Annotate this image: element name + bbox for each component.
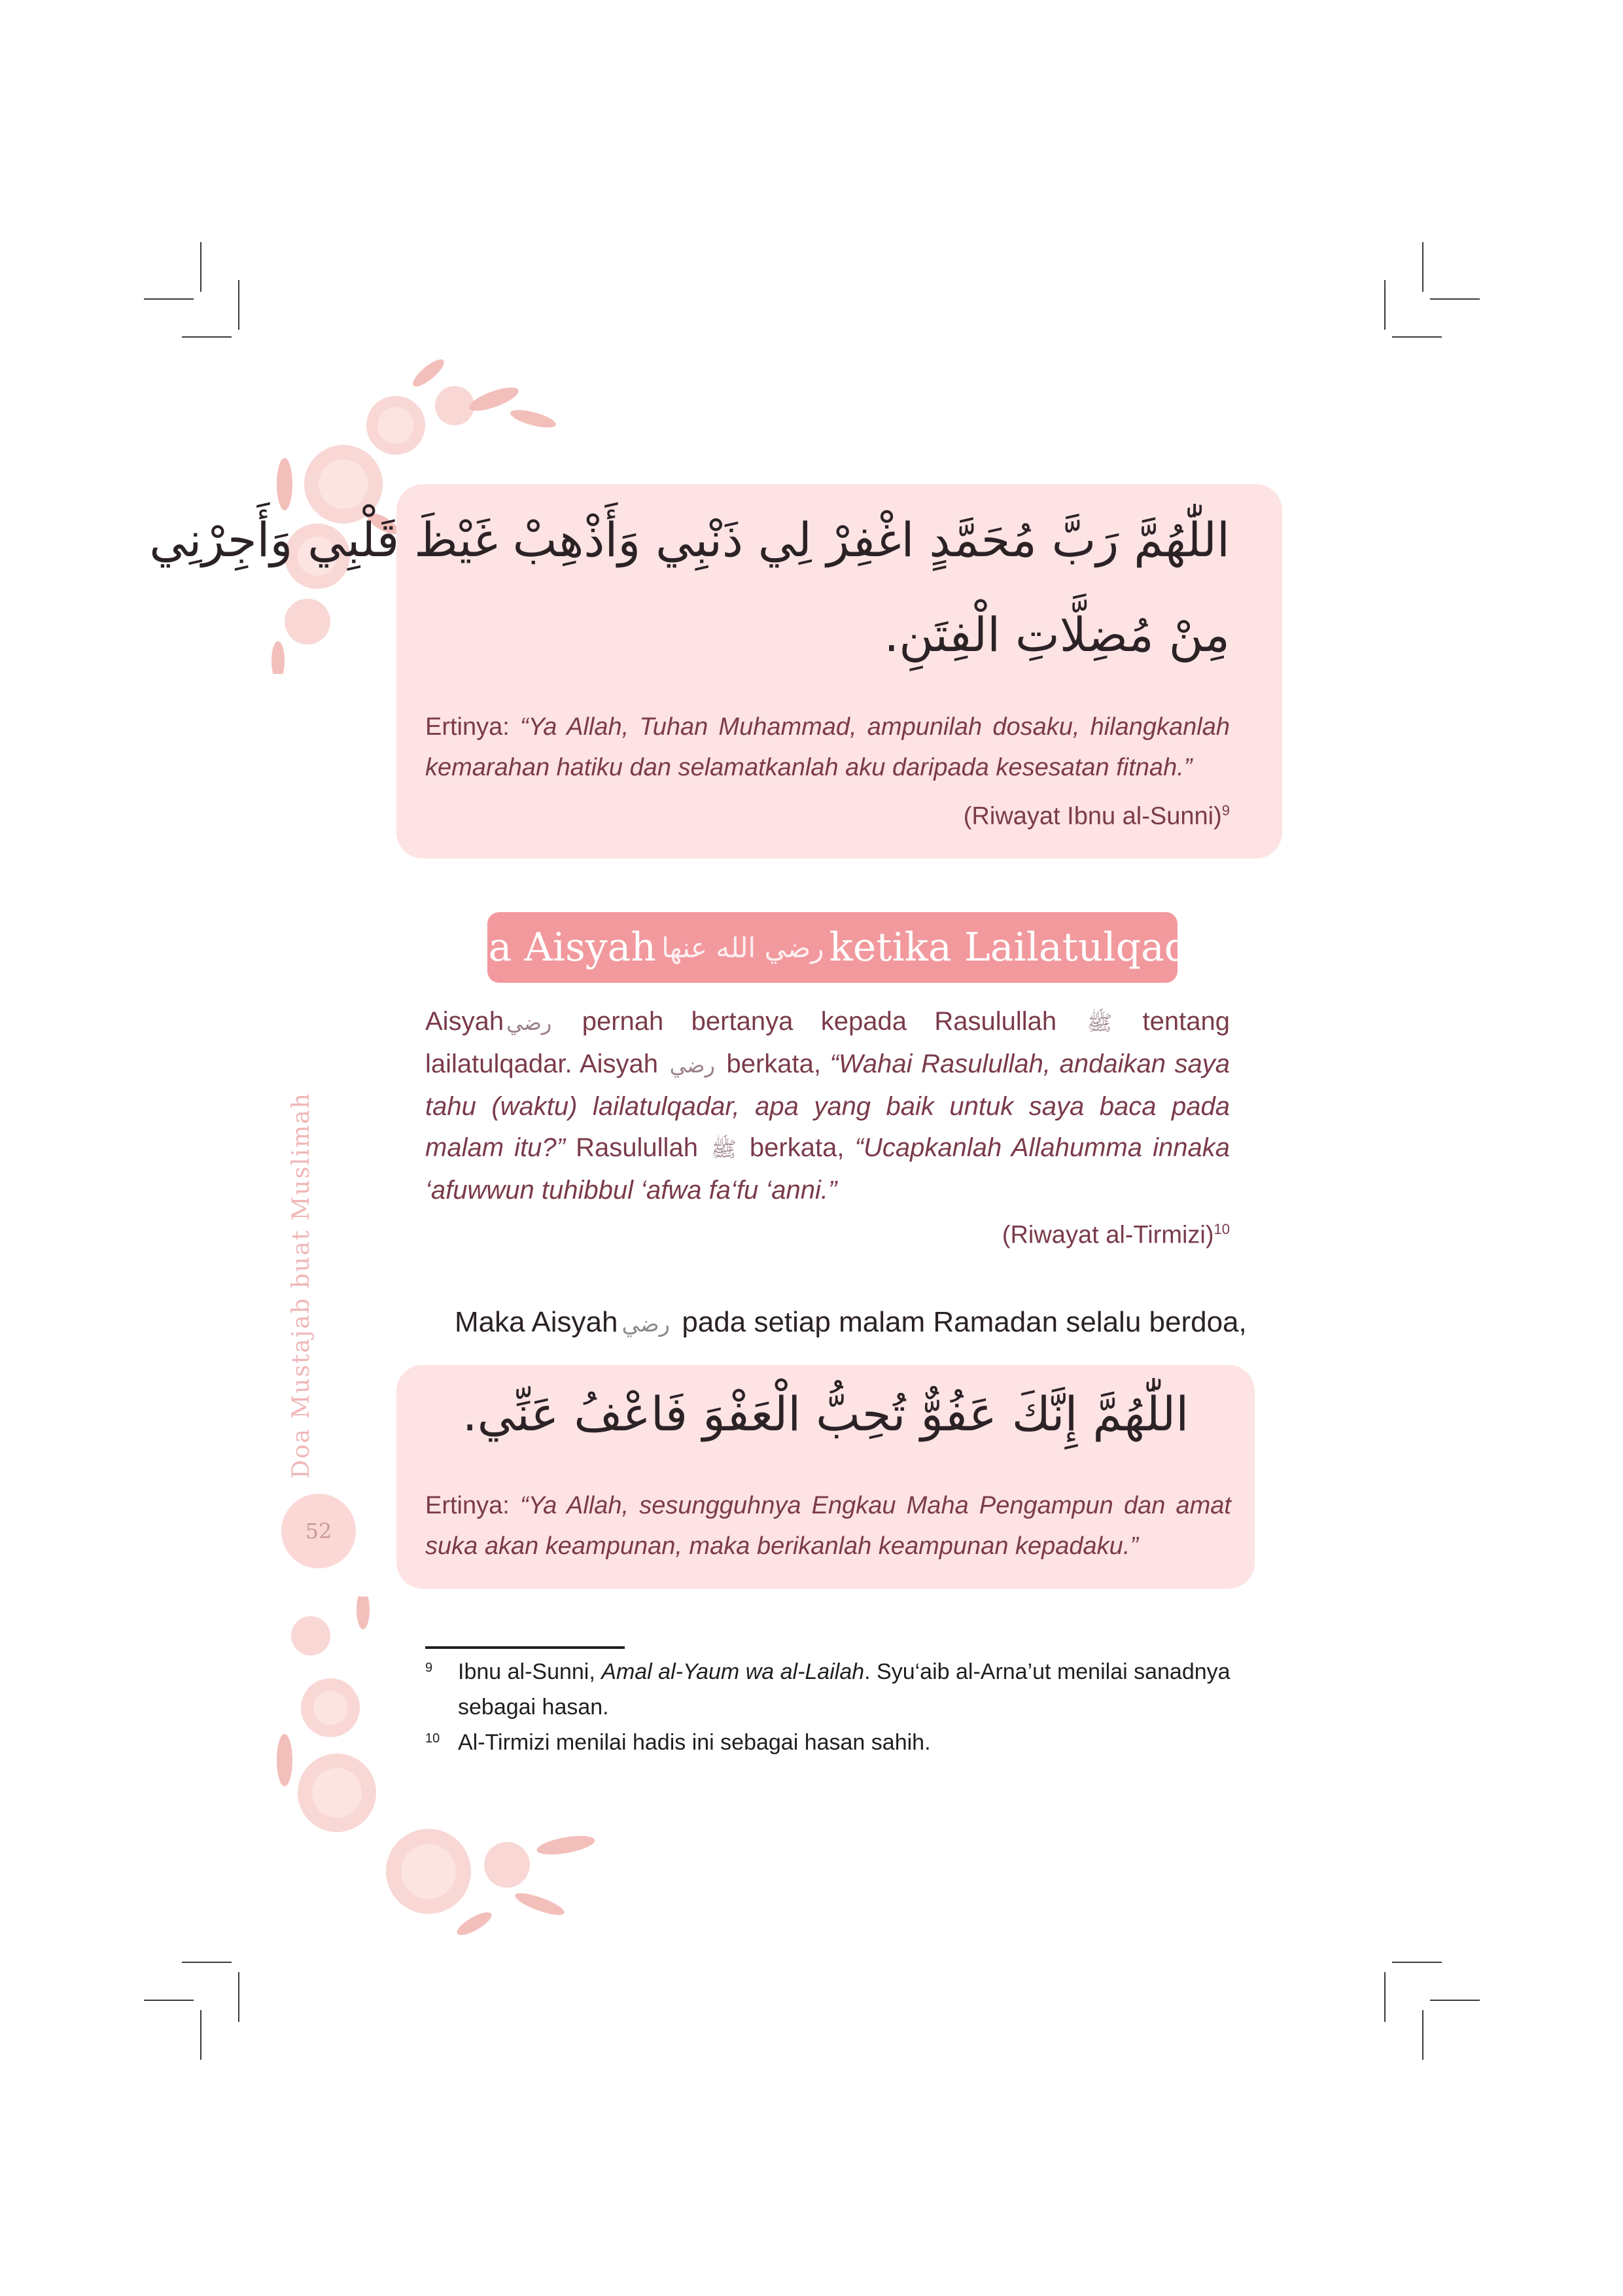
- crop-mark: [182, 1962, 232, 1963]
- translation-label: Ertinya:: [425, 1492, 520, 1519]
- translation-2: [425, 1485, 1231, 1566]
- crop-mark: [144, 2000, 194, 2001]
- crop-mark: [1430, 2000, 1480, 2001]
- translation-label: Ertinya:: [425, 713, 521, 741]
- book-title: Amal al-Yaum wa al-Lailah: [601, 1659, 865, 1684]
- dua-card-2: [396, 1365, 1255, 1589]
- honorific-glyph: رضي الله عنها: [661, 931, 824, 964]
- crop-mark: [238, 1972, 239, 2022]
- text: . Syu‘aib al-Arna’ut menilai sanadnya sebagai hasan.: [458, 1659, 1230, 1720]
- section-heading-text: [433, 912, 1232, 983]
- footnote-10: [425, 1725, 1236, 1760]
- crop-mark: [200, 2010, 201, 2060]
- book-title-vertical: Doa Mustajab buat Muslimah: [288, 1092, 315, 1479]
- source-citation-1: [964, 802, 1230, 831]
- footnote-text: [458, 1725, 1236, 1760]
- source-citation-2: [1002, 1221, 1230, 1250]
- translation-quote: “Ya Allah, sesungguhnya Engkau Maha Pengampun dan amat suka akan keampunan, maka berikanlah keampunan kepadaku.”: [425, 1492, 1231, 1560]
- heading-part-2: ketika Lailatulqadar: [829, 925, 1232, 970]
- source-text: (Riwayat Ibnu al-Sunni): [963, 802, 1222, 830]
- crop-mark: [1384, 280, 1386, 330]
- text: berkata,: [717, 1050, 830, 1078]
- footnote-divider: [425, 1646, 625, 1649]
- text: Al-Tirmizi menilai hadis ini sebagai hasan sahih.: [458, 1730, 931, 1755]
- text: Rasulullah: [565, 1133, 709, 1162]
- section-heading: [433, 912, 1232, 983]
- footnote-number: 9: [425, 1661, 433, 1675]
- translation-1: [425, 707, 1230, 788]
- body-paragraph: [425, 1001, 1230, 1211]
- text: Maka Aisyah: [455, 1306, 618, 1338]
- arabic-dua-line-2: مِنْ مُضِلَّاتِ الْفِتَنِ.: [884, 607, 1230, 662]
- quote: “Ucapkanlah Allahumma innaka ‘afuwwun tuhibbul ‘afwa fa‘fu ‘anni.”: [425, 1133, 1230, 1205]
- crop-mark: [1422, 242, 1423, 292]
- translation-quote: “Ya Allah, Tuhan Muhammad, ampunilah dosaku, hilangkanlah kemarahan hatiku dan selamatkanlah aku daripada kesesatan fitnah.”: [425, 713, 1230, 781]
- text: tentang lailatulqadar. Aisyah: [425, 1007, 1230, 1078]
- dua-card-1: [149, 484, 1282, 858]
- crop-mark: [1422, 2010, 1423, 2060]
- footnote-ref: 9: [1221, 802, 1230, 819]
- arabic-dua: اللّٰهُمَّ إِنَّكَ عَفُوٌّ تُحِبُّ الْعَفْوَ فَاعْفُ عَنِّي.: [462, 1386, 1189, 1441]
- text: berkata,: [739, 1133, 855, 1162]
- lead-line: [455, 1306, 1247, 1339]
- crop-mark: [1384, 1972, 1386, 2022]
- quote: “Wahai Rasulullah, andaikan saya tahu (waktu) lailatulqadar, apa yang baik untuk saya baca pada malam itu?”: [425, 1050, 1230, 1162]
- text: pernah bertanya kepada Rasulullah: [554, 1007, 1085, 1036]
- honorific-glyph: رضي: [621, 1312, 671, 1337]
- honorific-glyph: رضي: [506, 1011, 552, 1034]
- crop-mark: [144, 298, 194, 300]
- crop-mark: [200, 242, 201, 292]
- crop-mark: [238, 280, 239, 330]
- crop-mark: [1430, 298, 1480, 300]
- footnote-9: [425, 1654, 1236, 1725]
- page-number: 52: [281, 1494, 356, 1568]
- footnote-ref: 10: [1213, 1221, 1230, 1237]
- text: Ibnu al-Sunni,: [458, 1659, 602, 1684]
- footnote-text: [458, 1654, 1236, 1725]
- text: Aisyah: [425, 1007, 504, 1036]
- crop-mark: [1392, 336, 1442, 338]
- arabic-dua-line-1: اللّٰهُمَّ رَبَّ مُحَمَّدٍ اغْفِرْ لِي ذَنْبِي وَأَذْهِبْ غَيْظَ قَلْبِي وَأَجِرْنِي: [149, 512, 1230, 567]
- honorific-glyph: ﷺ: [711, 1137, 737, 1161]
- footnote-number: 10: [425, 1731, 440, 1746]
- honorific-glyph: ﷺ: [1087, 1011, 1113, 1034]
- text: pada setiap malam Ramadan selalu berdoa,: [674, 1306, 1247, 1338]
- crop-mark: [1392, 1962, 1442, 1963]
- source-text: (Riwayat al-Tirmizi): [1002, 1221, 1214, 1249]
- floral-decoration-bottom: [258, 1597, 612, 1950]
- heading-part-1: Doa Aisyah: [433, 925, 657, 970]
- crop-mark: [182, 336, 232, 338]
- honorific-glyph: رضي: [669, 1053, 715, 1077]
